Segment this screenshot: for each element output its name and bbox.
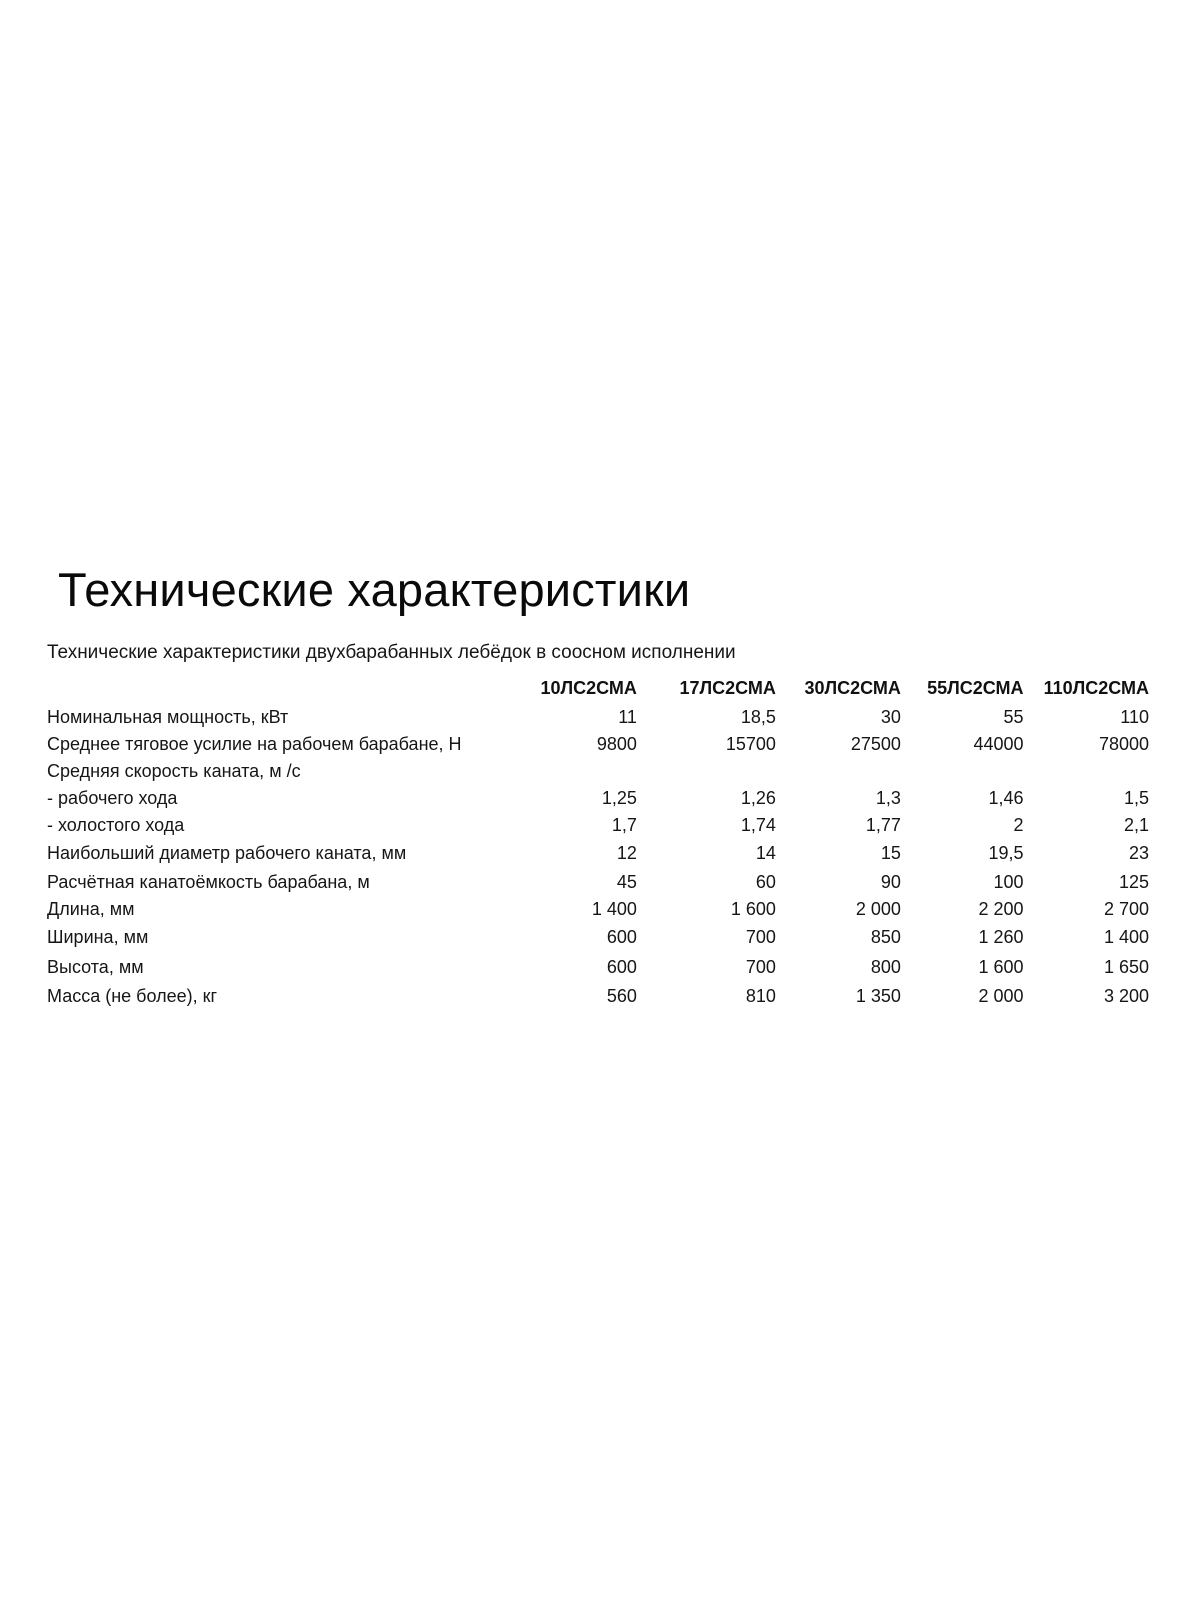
header-label-cell (47, 673, 493, 703)
header-row (47, 673, 1149, 703)
row-value: 60 (755, 871, 776, 892)
header-model-1: 10ЛС2СМА (540, 678, 637, 698)
row-value: 2 200 (978, 898, 1024, 919)
row-value: 55 (1003, 706, 1024, 727)
row-value: 23 (1128, 843, 1149, 863)
row-value: 560 (606, 985, 637, 1006)
row-value: 1 600 (978, 957, 1024, 977)
row-value: 850 (870, 927, 901, 947)
row-value: 810 (745, 985, 776, 1006)
row-value: 1 600 (730, 898, 776, 919)
row-value: 27500 (850, 733, 901, 754)
row-label: Масса (не более), кг (47, 985, 218, 1006)
header-model-2: 17ЛС2СМА (679, 678, 776, 698)
header-model-5: 110ЛС2СМА (1043, 678, 1149, 698)
row-value: 2 000 (978, 985, 1024, 1006)
row-value (493, 757, 637, 784)
row-value: 14 (755, 843, 776, 863)
row-value: 800 (870, 957, 901, 977)
row-value: 600 (606, 957, 637, 977)
row-value: 1,74 (740, 814, 776, 835)
table-header (47, 673, 1149, 703)
row-value: 1,77 (865, 814, 901, 835)
row-label: Длина, мм (47, 898, 135, 919)
row-value: 30 (880, 706, 901, 727)
row-value: 15700 (725, 733, 776, 754)
row-value: 1,25 (601, 787, 637, 808)
specifications-table (47, 673, 1149, 1009)
table-row (47, 730, 1149, 757)
table-row (47, 703, 1149, 730)
header-model-3: 30ЛС2СМА (804, 678, 901, 698)
row-value: 1,7 (611, 814, 637, 835)
row-value: 700 (745, 927, 776, 947)
row-label: Расчётная канатоёмкость барабана, м (47, 871, 370, 892)
row-value: 1 260 (978, 927, 1024, 947)
table-row (47, 757, 1149, 784)
row-value: 9800 (596, 733, 637, 754)
row-value: 600 (606, 927, 637, 947)
row-value: 1 400 (1103, 927, 1149, 947)
table-row (47, 982, 1149, 1009)
row-value: 19,5 (988, 843, 1024, 863)
row-value: 78000 (1098, 733, 1149, 754)
table-row (47, 922, 1149, 952)
row-value: 2 700 (1103, 898, 1149, 919)
row-label: - рабочего хода (47, 787, 178, 808)
table-row (47, 811, 1149, 838)
row-value (901, 757, 1024, 784)
row-value: 1,46 (988, 787, 1024, 808)
row-value: 1,26 (740, 787, 776, 808)
page-title: Технические характеристики (58, 563, 691, 616)
row-value: 18,5 (740, 706, 776, 727)
table-row (47, 838, 1149, 868)
row-value: 12 (616, 843, 637, 863)
row-value (776, 757, 901, 784)
table-row (47, 868, 1149, 895)
row-value: 3 200 (1103, 985, 1149, 1006)
row-value: 110 (1120, 706, 1149, 727)
row-value: 1,3 (875, 787, 901, 808)
row-value: 1 400 (591, 898, 637, 919)
row-value: 1 350 (855, 985, 901, 1006)
header-model-4: 55ЛС2СМА (927, 678, 1024, 698)
row-value: 2 (1013, 814, 1024, 835)
row-value: 2 000 (855, 898, 901, 919)
row-value: 11 (618, 706, 637, 727)
row-label: Номинальная мощность, кВт (47, 706, 289, 727)
table-body (47, 703, 1149, 1009)
row-label: Среднее тяговое усилие на рабочем барабане, Н (47, 733, 462, 754)
row-value: 2,1 (1123, 814, 1149, 835)
table-row (47, 952, 1149, 982)
row-label: - холостого хода (47, 814, 185, 835)
row-value (1024, 757, 1149, 784)
row-value: 1 650 (1103, 957, 1149, 977)
row-label: Средняя скорость каната, м /с (47, 760, 301, 781)
row-value: 700 (745, 957, 776, 977)
row-value: 15 (880, 843, 901, 863)
row-value: 125 (1118, 871, 1149, 892)
row-value: 45 (616, 871, 637, 892)
row-label: Ширина, мм (47, 927, 149, 947)
row-value: 90 (880, 871, 901, 892)
row-value (637, 757, 776, 784)
row-value: 100 (993, 871, 1024, 892)
table-row (47, 895, 1149, 922)
table-row (47, 784, 1149, 811)
row-value: 44000 (973, 733, 1024, 754)
row-label: Высота, мм (47, 957, 144, 977)
table-caption: Технические характеристики двухбарабанных лебёдок в соосном исполнении (47, 642, 736, 663)
row-value: 1,5 (1123, 787, 1149, 808)
row-label: Наибольший диаметр рабочего каната, мм (47, 843, 407, 863)
